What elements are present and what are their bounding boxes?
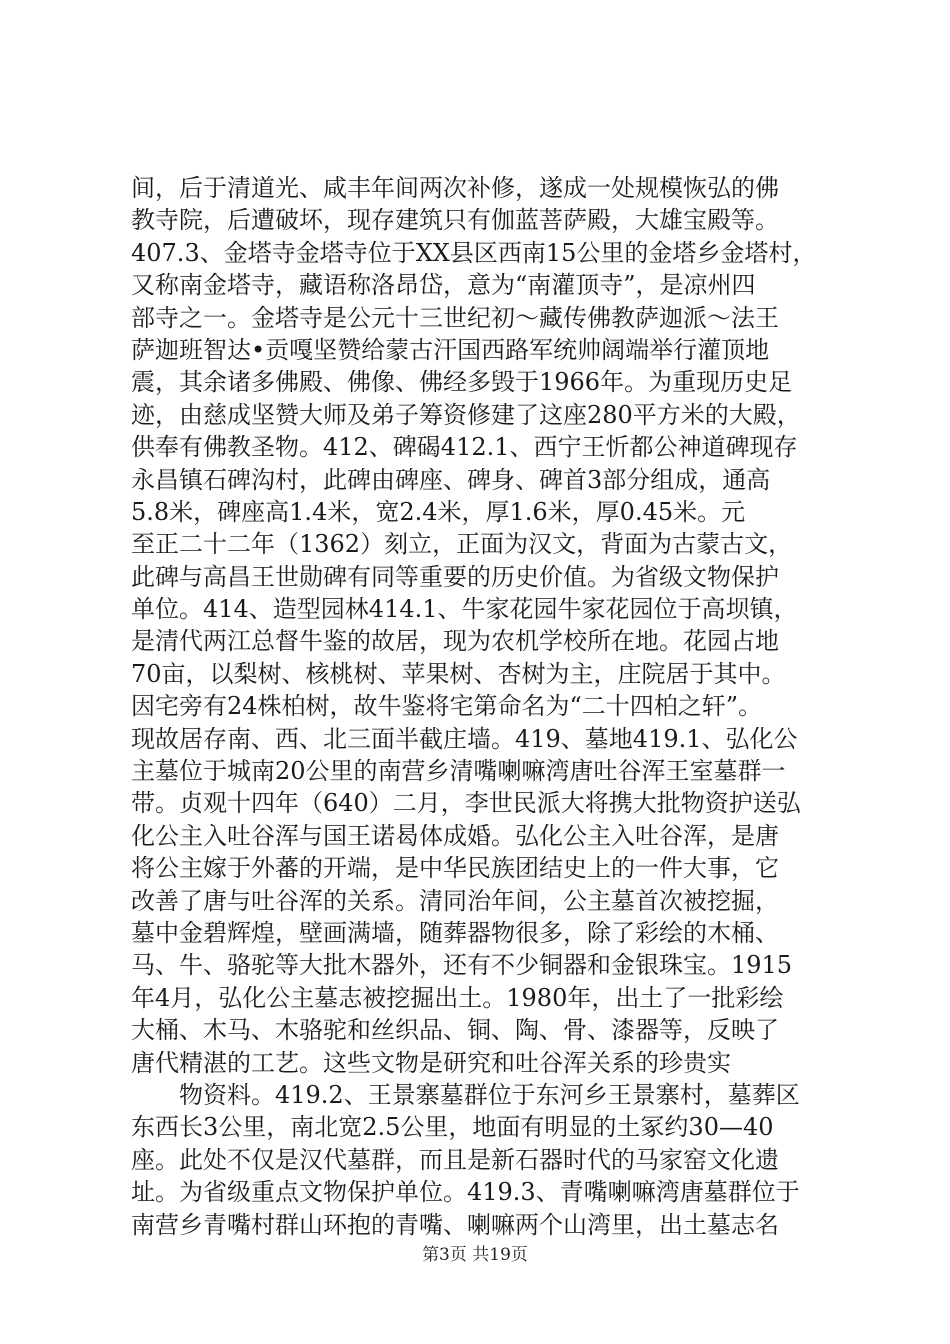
text-line: 址。为省级重点文物保护单位。419.3、青嘴喇嘛湾唐墓群位于 xyxy=(131,1178,800,1207)
text-line-indented: 物资料。419.2、王景寨墓群位于东河乡王景寨村，墓葬区 xyxy=(179,1080,800,1109)
text-line: 单位。414、造型园林414.1、牛家花园牛家花园位于高坝镇， xyxy=(131,595,798,624)
text-line: 迹，由慈成坚赞大师及弟子筹资修建了这座280平方米的大殿， xyxy=(131,400,801,429)
text-line: 是清代两江总督牛鉴的故居，现为农机学校所在地。花园占地 xyxy=(131,627,779,656)
text-line: 供奉有佛教圣物。412、碑碣412.1、西宁王忻都公神道碑现存 xyxy=(131,433,798,462)
text-line: 间，后于清道光、咸丰年间两次补修，遂成一处规模恢弘的佛 xyxy=(131,174,779,202)
text-line: 将公主嫁于外蕃的开端，是中华民族团结史上的一件大事，它 xyxy=(131,854,779,883)
text-line: 南营乡青嘴村群山环抱的青嘴、喇嘛两个山湾里，出土墓志名 xyxy=(131,1210,779,1239)
text-line: 现故居存南、西、北三面半截庄墙。419、墓地419.1、弘化公 xyxy=(131,724,798,753)
text-line: 至正二十二年（1362）刻立，正面为汉文，背面为古蒙古文， xyxy=(131,530,793,559)
text-line: 东西长3公里，南北宽2.5公里，地面有明显的土冢约30—40 xyxy=(131,1113,774,1142)
text-line: 主墓位于城南20公里的南营乡清嘴喇嘛湾唐吐谷浑王室墓群一 xyxy=(131,757,786,786)
text-line: 大桶、木马、木骆驼和丝织品、铜、陶、骨、漆器等，反映了 xyxy=(131,1016,779,1045)
text-line: 墓中金碧辉煌，壁画满墙，随葬器物很多，除了彩绘的木桶、 xyxy=(131,918,779,947)
body-text xyxy=(131,172,831,1241)
text-line: 部寺之一。金塔寺是公元十三世纪初～藏传佛教萨迦派～法王 xyxy=(131,303,779,332)
text-line: 年4月，弘化公主墓志被挖掘出土。1980年，出土了一批彩绘 xyxy=(131,983,784,1012)
text-line: 带。贞观十四年（640）二月，李世民派大将携大批物资护送弘 xyxy=(131,789,801,818)
text-line: 70亩，以梨树、核桃树、苹果树、杏树为主，庄院居于其中。 xyxy=(131,659,786,688)
text-line: 改善了唐与吐谷浑的关系。清同治年间，公主墓首次被挖掘， xyxy=(131,886,779,915)
page-number-footer: 第3页 共19页 xyxy=(422,1245,528,1265)
text-line: 马、牛、骆驼等大批木器外，还有不少铜器和金银珠宝。1915 xyxy=(131,951,793,980)
text-line: 教寺院，后遭破坏，现存建筑只有伽蓝菩萨殿，大雄宝殿等。 xyxy=(131,206,779,235)
text-line: 因宅旁有24株柏树，故牛鉴将宅第命名为“二十四柏之轩”。 xyxy=(131,692,763,721)
text-line: 座。此处不仅是汉代墓群，而且是新石器时代的马家窑文化遗 xyxy=(131,1145,779,1174)
text-line: 5.8米，碑座高1.4米，宽2.4米，厚1.6米，厚0.45米。元 xyxy=(131,497,746,526)
text-line: 407.3、金塔寺金塔寺位于XX县区西南15公里的金塔乡金塔村， xyxy=(131,238,817,267)
text-line: 萨迦班智达•贡嘎坚赞给蒙古汗国西路军统帅阔端举行灌顶地 xyxy=(131,335,770,364)
text-line: 震，其余诸多佛殿、佛像、佛经多毁于1966年。为重现历史足 xyxy=(131,368,793,397)
text-line: 此碑与高昌王世勋碑有同等重要的历史价值。为省级文物保护 xyxy=(131,562,779,591)
text-line: 化公主入吐谷浑与国王诺曷体成婚。弘化公主入吐谷浑，是唐 xyxy=(131,821,779,850)
text-line: 永昌镇石碑沟村，此碑由碑座、碑身、碑首3部分组成，通高 xyxy=(131,465,771,494)
text-line: 又称南金塔寺，藏语称洛昂岱，意为“南灌顶寺”，是凉州四 xyxy=(131,271,756,300)
text-line: 唐代精湛的工艺。这些文物是研究和吐谷浑关系的珍贵实 xyxy=(131,1048,731,1077)
